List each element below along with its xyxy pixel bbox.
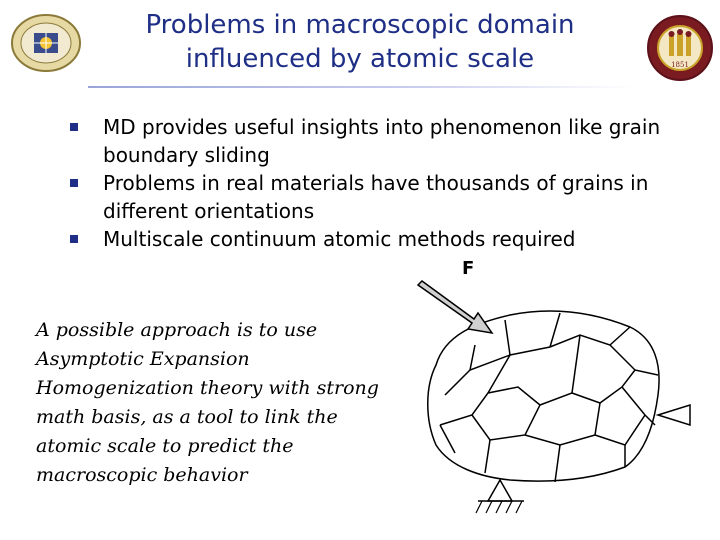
square-bullet-icon — [70, 235, 78, 243]
fsu-seal-year: 1851 — [671, 61, 689, 69]
force-arrow-icon — [418, 281, 492, 333]
bullet-item — [70, 113, 670, 169]
square-bullet-icon — [70, 179, 78, 187]
bullet-text: Multiscale continuum atomic methods required — [103, 227, 576, 251]
right-support-icon — [658, 405, 690, 425]
grain-structure-diagram — [400, 275, 700, 520]
bullet-list — [70, 113, 670, 253]
bullet-text: MD provides useful insights into phenomenon like grain boundary sliding — [103, 115, 661, 167]
bullet-item — [70, 225, 670, 253]
fsu-seal-logo — [646, 14, 714, 82]
slide-title-line-2: influenced by atomic scale — [185, 44, 535, 74]
title-divider — [88, 86, 633, 88]
bottom-pin-support-icon — [476, 480, 524, 513]
square-bullet-icon — [70, 123, 78, 131]
force-label: F — [462, 258, 475, 279]
bullet-text: Problems in real materials have thousands of grains in different orientations — [103, 171, 649, 223]
bullet-item — [70, 169, 670, 225]
approach-note: A possible approach is to use Asymptotic Expansion Homogenization theory with strong math basis, as a tool to link the atomic scale to predict the macroscopic behavior — [36, 319, 379, 486]
slide-title — [100, 8, 620, 76]
mechanics-seal-logo — [8, 12, 84, 74]
slide-title-line-1: Problems in macroscopic domain — [145, 10, 575, 40]
